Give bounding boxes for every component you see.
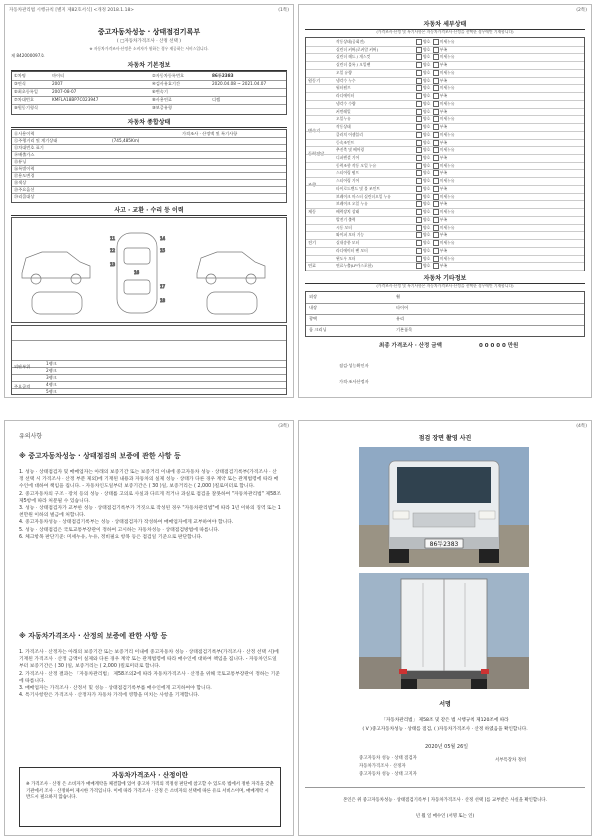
detail-item: 와이퍼 모터 기능 (336, 232, 365, 238)
label-reg-no: ②자동차등록번호 (152, 73, 185, 78)
label-engine: ⑨원동기형식 (14, 105, 38, 110)
label-first-reg: ⑤최초등록일 (14, 89, 38, 94)
truck-rear-image (359, 573, 529, 689)
label-exterior: 외판부위 (14, 364, 31, 369)
car-number: 14 (160, 236, 166, 241)
detail-item: 오일 유량 (336, 69, 352, 75)
group-label: 조향 (308, 181, 317, 187)
label-mileage: ⑫주행거리 및 계기상태 (14, 138, 58, 143)
detail-state: 양호 미세누유 (416, 240, 454, 246)
overall-table (11, 129, 287, 203)
truck-front-image (359, 447, 529, 567)
car-number: 17 (160, 284, 166, 289)
page-header (9, 7, 289, 13)
label-warranty: ⑩보증유형 (152, 105, 172, 110)
sign-section-title: 서명 (439, 701, 451, 708)
detail-item: 스티어링 펌프 (336, 170, 360, 176)
note-paragraph: 6. 체크항목 판단기준: 미세누유, 누유, 정비필요 항목 등은 점검일 기준으로 판단합니다. (19, 534, 203, 540)
label-room-cleaning: 룸 크리닝 (309, 327, 327, 332)
page-3 (4, 420, 294, 836)
detail-state: 양호 미세누유 (416, 70, 454, 76)
page-number: (2쪽) (576, 8, 587, 13)
page-2 (298, 4, 592, 398)
label-options: ⑲주요옵션 (14, 187, 35, 192)
note-paragraph: 3. 성능 · 상태점검자가 교부한 성능 · 상태점검기록부가 거짓으로 작성된 경우 "자동차관리법"에 따라 1년 이하의 징역 또는 1천만원 이하의 벌금에 처합니다. (19, 506, 281, 519)
notes-title: 유의사항 (19, 433, 43, 440)
heading-price-warranty: ※ 자동차가격조사 · 산정의 보증에 관한 사항 등 (19, 632, 168, 640)
role-notifier: 중고자동차 성능 · 상태 고지자 (359, 772, 417, 777)
firm-name: 서부특장차 정비 (495, 758, 527, 763)
detail-state: 양호 미세누유 (416, 209, 454, 215)
detail-item: 라디에이터 팬 모터 (336, 247, 368, 253)
label-interior: 내장 (309, 305, 318, 310)
detail-state: 양호 미세누유 (416, 163, 454, 169)
detail-item: 냉각수 누수 (336, 77, 356, 83)
page-number: (4쪽) (576, 424, 587, 429)
inspector-label: 점검·성능확인자 (339, 363, 369, 368)
page-title: 중고자동차성능 · 상태점검기록부 (97, 28, 201, 36)
label-fuel: ⑧사용연료 (152, 97, 172, 102)
final-price-label: 최종 가격조사 · 산정 금액 (379, 343, 442, 349)
label-frame: 주요골격 (14, 384, 31, 389)
label-purpose: ⑰용도변경 (14, 173, 35, 178)
detail-item: 브레이크 오일 누유 (336, 201, 368, 207)
group-label: 원동기 (308, 77, 321, 83)
label-basic-items: 기본품목 (396, 327, 413, 332)
car-diagram-box (11, 217, 287, 323)
detail-item: 윈도우 모터 (336, 255, 356, 261)
price-column-header: 가격조사 · 산정액 및 특기사항 (182, 131, 238, 136)
detail-state: 양호 부족 (416, 263, 447, 269)
detail-item: 실린더 헤드 / 개스킷 (336, 54, 371, 60)
price-info-text: ※ 가격조사 · 산정 은 소비자가 매매계약을 체결함에 있어 중고차 가격의 적정성 판단에 참고할 수 있도록 법에서 정한 자격을 갖춘 기관에서 조사 · 산정하여 제시한 가격입니다. 이에 따라 가격조사 · 산정 은 소비자의 선택에 따른 유료 서비스이며, 매매계약 시 반드시 필요하지 않습니다. (26, 782, 274, 800)
detail-state: 양호 부족 (416, 124, 447, 130)
notes-block-2 (19, 649, 281, 699)
group-label: 변속기 (308, 127, 321, 133)
detail-item: 작동상태 (336, 124, 351, 130)
detail-item: 워터펌프 (336, 85, 351, 91)
detail-state: 양호 부족 (416, 109, 447, 115)
detail-item: 디퍼렌셜 기어 (336, 155, 360, 160)
other-table (305, 291, 585, 337)
detail-state: 양호 부족 (416, 62, 447, 68)
detail-state: 양호 부족 (416, 47, 447, 53)
detail-state: 양호 미세누유 (416, 116, 454, 122)
value-car-name: 마이티 (52, 73, 65, 78)
group-label: 전기 (308, 239, 317, 245)
label-year: ③연식 (14, 81, 26, 86)
label-car-name: ①차명 (14, 73, 26, 78)
detail-item: 타이로드엔드 및 볼 조인트 (336, 185, 380, 191)
detail-item: 커먼레일 (336, 108, 351, 114)
detail-state: 양호 미세누유 (416, 54, 454, 60)
section-overall: 자동차 종합상태 (11, 117, 287, 128)
group-label: 제동 (308, 209, 317, 214)
value-mileage: (745,485Km) (112, 138, 140, 143)
rank-label: 2랭크 (46, 368, 57, 373)
rank-table (11, 325, 287, 395)
rank-label: 4랭크 (46, 382, 57, 387)
detail-item: 배력장치 상태 (336, 209, 360, 215)
detail-state: 양호 부족 (416, 232, 447, 238)
notice: ※ 자동차가격조사·산정은 소비자가 원하는 경우 제공하는 서비스입니다. (89, 46, 209, 51)
label-tuning: ⑮튜닝 (14, 159, 27, 164)
group-label: 연료 (308, 263, 317, 269)
photo-section-title: 점검 장면 촬영 사진 (418, 435, 472, 442)
label-exterior-finish: 외장 (309, 294, 318, 299)
notes-block-1 (19, 469, 281, 541)
detail-item: 브레이크 마스터 실린더오일 누유 (336, 193, 391, 199)
car-diagram (12, 218, 288, 322)
detail-note: (가격조사·산정 및 특기사항은 자동차가격조사·산정을 선택한 경우에만 기재합니다) (376, 29, 514, 34)
appraiser-label: 가격·조사산정자 (339, 379, 369, 384)
detail-state: 양호 부족 (416, 140, 447, 146)
detail-item: 오일누유 (336, 116, 351, 122)
detail-state: 양호 부족 (416, 217, 447, 223)
footer-sign: 년 월 일 매수인 (서명 또는 인) (415, 814, 475, 819)
license-plate: 86두2383 (429, 541, 459, 548)
detail-item: 연료누출(LP가스포함) (336, 263, 373, 269)
label-recall: ⑳리콜대상 (14, 194, 35, 199)
label-wheel: 휠 (396, 294, 401, 299)
note-paragraph: 3. 매매업자는 가격조사 · 산정서 및 성능 · 상태점검기록부를 매수인에게 고지하여야 합니다. (19, 686, 212, 692)
label-color: ⑱색상 (14, 180, 27, 185)
detail-item: 작동상태(공회전) (336, 39, 365, 44)
detail-state: 양호 미세누유 (416, 225, 454, 231)
footer-text: 본인은 위 중고자동차성능 · 상태점검기록부 [ 자동차가격조사 · 산정 선택 ]를 교부받은 사실을 확인합니다. (343, 798, 547, 803)
car-number: 13 (110, 262, 116, 267)
detail-item: 라디에이터 (336, 93, 355, 99)
other-note: (가격조사·산정 및 특기사항은 자동차가격조사·산정을 선택한 경우에만 기재합니다) (376, 283, 514, 288)
label-special: ⑯특별이력 (14, 166, 35, 171)
label-tire: 타이어 (396, 305, 409, 310)
car-number: 18 (160, 298, 166, 303)
label-glass: 유리 (396, 316, 405, 321)
group-label: 동력전달 (308, 151, 325, 156)
detail-item: 스티어링 기어 (336, 178, 360, 184)
page-number: (3쪽) (278, 424, 289, 429)
detail-state: 양호 부족 (416, 78, 447, 84)
detail-item: 실린더 블록 / 오일팬 (336, 62, 371, 68)
note-paragraph: 4. 중고자동차성능 · 상태점검기록부는 성능 · 상태점검자가 작성하여 매매업자에게 교부하여야 합니다. (19, 520, 234, 526)
rank-label: 1랭크 (46, 361, 57, 366)
detail-item: 발전기 출력 (336, 216, 356, 222)
detail-item: 클러치 어셈블리 (336, 131, 363, 137)
car-number: 11 (110, 236, 116, 241)
label-usage: ⑪사용이력 (14, 131, 35, 136)
detail-item: 동력조향 작동 오일 누유 (336, 162, 377, 168)
detail-state: 양호 미세누유 (416, 101, 454, 107)
label-valid: ④검사유효기간 (152, 81, 181, 86)
value-valid: 2020.04.08 ~ 2021.04.07 (212, 81, 267, 86)
note-paragraph: 5. 성능 · 상태점검은 국토교통부장관이 정하여 고시하는 자동차성능 · 상태점검방법에 따릅니다. (19, 527, 220, 533)
rank-label: 3랭크 (46, 375, 57, 380)
detail-state: 양호 미세누유 (416, 39, 454, 45)
section-basic-info: 자동차 기본정보 (11, 60, 287, 71)
label-transmission: ⑥변속기 (152, 89, 168, 94)
heading-warranty: ※ 중고자동차성능 · 상태점검의 보증에 관한 사항 등 (19, 452, 181, 460)
detail-state: 양호 부족 (416, 248, 447, 254)
detail-state: 양호 부족 (416, 201, 447, 207)
basic-info-table (11, 71, 287, 115)
detail-state: 양호 미세누유 (416, 256, 454, 262)
value-vin: KMFLA18BP7C023947 (52, 97, 99, 102)
detail-state: 양호 부족 (416, 93, 447, 99)
rear-photo (359, 573, 529, 689)
detail-item: 실린더 커버(로커암 커버) (336, 46, 379, 52)
value-fuel: 디젤 (212, 97, 221, 102)
page-4 (298, 420, 592, 836)
section-other: 자동차 기타정보 (305, 273, 585, 284)
value-first-reg: 2007-08-07 (52, 89, 77, 94)
note-paragraph: 4. 특기사항란은 가격조사 · 산정자가 자동차 가격에 영향을 미치는 사항을 기재합니다. (19, 693, 200, 699)
page-1 (4, 4, 294, 398)
note-paragraph: 2. 중고자동차의 구조 · 장치 등의 성능 · 상태를 고의로 사실과 다르게 적거나 과실로 점검을 잘못하여 "자동차관리법" 제58조제5항에 따라 처분될 수 있습니다. (19, 491, 281, 504)
role-inspector: 중고자동차 성능 · 상태 점검자 (359, 756, 417, 761)
detail-state: 양호 부족 (416, 186, 447, 192)
detail-state: 양호 미세누유 (416, 194, 454, 200)
car-number: 12 (110, 248, 116, 253)
detail-item: 냉각수 수량 (336, 100, 356, 106)
detail-state: 양호 미세누유 (416, 85, 454, 91)
label-gloss: 광택 (309, 316, 318, 321)
sign-date: 2020년 05월 26일 (425, 744, 469, 750)
detail-state: 양호 부족 (416, 170, 447, 176)
footer-divider (305, 787, 585, 788)
price-info-box (19, 767, 281, 827)
document-number: 제 842000097호 (11, 53, 45, 58)
detail-item: 실내송풍 모터 (336, 240, 360, 246)
detail-state: 양호 미세누유 (416, 178, 454, 184)
role-appraiser: 자동차가격조사 · 산정자 (359, 764, 406, 769)
page-number: (1쪽) (278, 8, 289, 13)
detail-item: 등속조인트 (336, 139, 355, 145)
subtitle: ( □자동차가격조사 · 산정 선택 ) (116, 39, 182, 44)
sign-text-2: ( V )중고자동차성능 · 상태를 점검, ( )자동차가격조사 · 산정 하였음을 확인합니다. (362, 727, 528, 732)
detail-table (305, 37, 585, 271)
note-paragraph: 1. 성능 · 상태점검자 및 매매업자는 아래의 보증기간 또는 보증거리 이내에 중고자동차 성능 · 상태점검기록부(가격조사 · 산정 선택 시 가격조사 · 산정 부분 제외)에 기재된 내용과 자동차의 실제 성능 · 상태가 다른 경우 계약 또는 관계법령에 따라 매수인에 대하여 책임을 집니다. - 자동차인도일부터 보증기간은 ( 30 )일, 보증거리는 ( 2,000 )킬로미터로 합니다. (19, 470, 279, 490)
value-reg-no: 86두2383 (212, 73, 234, 78)
car-number: 15 (160, 248, 166, 253)
final-price-value: 0 0 0 0 0 만원 (479, 343, 519, 349)
price-info-title: 자동차가격조사 · 산정이란 (111, 771, 189, 779)
label-vin-mark: ⑬차대번호 표기 (14, 145, 44, 150)
note-paragraph: 2. 가격조사 · 산정 결과는 「자동차관리법」 제58조의2에 따라 자동차가격조사 · 산정을 위해 국토교통부장관이 정하는 기준에 따릅니다. (19, 671, 280, 684)
front-photo (359, 447, 529, 567)
form-id: 자동차관리법 시행규칙 [별지 제82호서식] <개정 2018.1.18> (9, 8, 135, 13)
rank-label: 5랭크 (46, 389, 57, 394)
detail-state: 양호 미세누유 (416, 147, 454, 153)
section-detail: 자동차 세부상태 (305, 19, 585, 30)
detail-state: 양호 부족 (416, 155, 447, 161)
sign-text-1: 「자동차관리법」 제58조 및 같은 법 시행규칙 제120조에 따라 (381, 718, 509, 723)
section-accident: 사고 · 교환 · 수리 등 이력 (11, 205, 287, 216)
car-number: 16 (134, 270, 140, 275)
detail-item: 시동 모터 (336, 224, 352, 230)
label-vin: ⑦차대번호 (14, 97, 34, 102)
detail-state: 양호 미세누유 (416, 132, 454, 138)
detail-item: 추진축 및 베어링 (336, 147, 365, 153)
note-paragraph: 1. 가격조사 · 산정자는 아래의 보증기간 또는 보증거리 이내에 중고자동차 성능 · 상태점검기록부(가격조사 · 산정 선택 시)에 기재된 가격조사 · 산정 금액이 실제와 다른 경우 계약 또는 관계법령에 따라 매수인에 대하여 책임을 집니다. - 자동차인도일부터 보증기간은 ( 30 )일, 보증거리는 ( 2,000 )킬로미터로 합니다. (19, 650, 279, 670)
label-emission: ⑭배출가스 (14, 152, 35, 157)
value-year: 2007 (52, 81, 63, 86)
